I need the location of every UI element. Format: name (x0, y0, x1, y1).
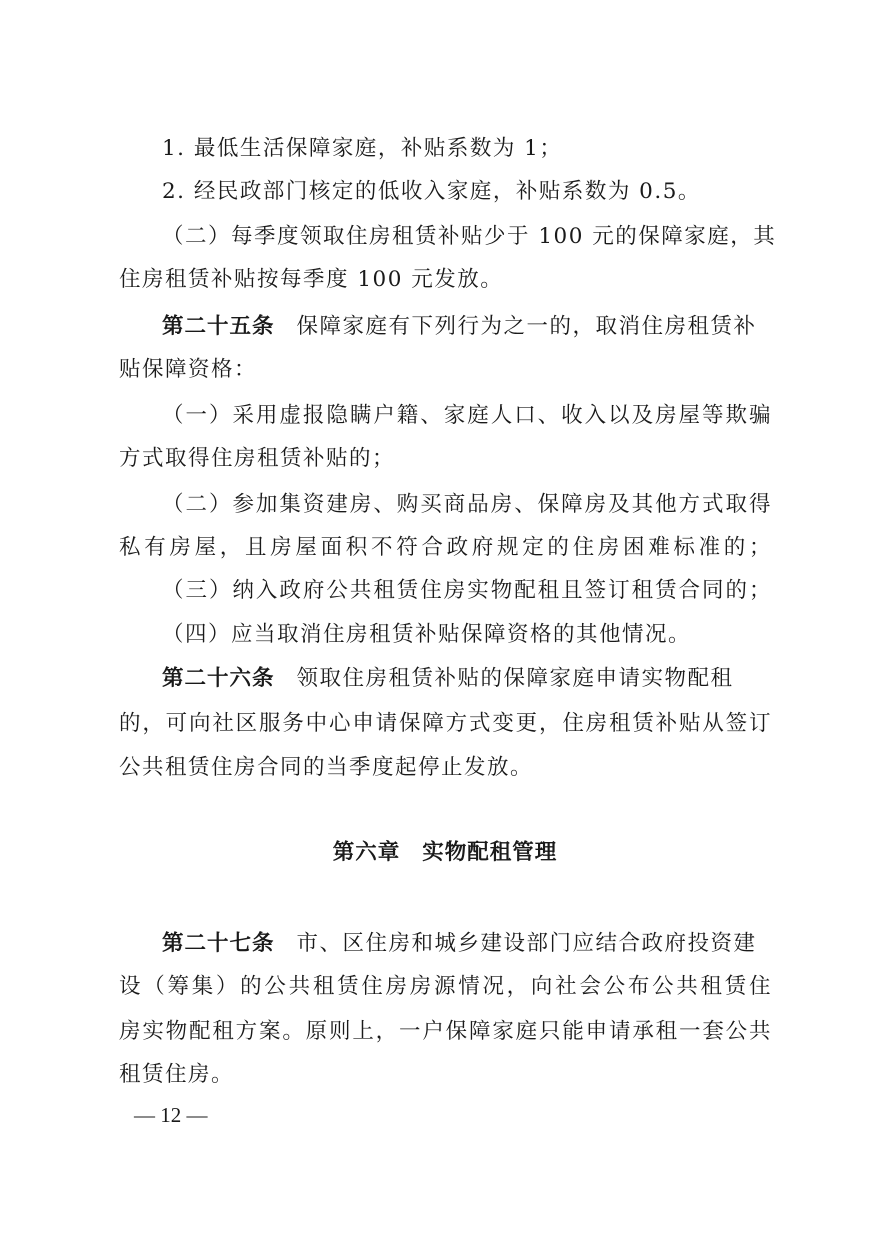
article-26-text: 领取住房租赁补贴的保障家庭申请实物配租 (296, 666, 734, 691)
chapter-title: 实物配租管理 (422, 840, 558, 865)
article-26-line-3: 公共租赁住房合同的当季度起停止发放。 (119, 755, 534, 780)
article-27-line-3: 房实物配租方案。原则上，一户保障家庭只能申请承租一套公共 (119, 1019, 772, 1044)
chapter-number: 第六章 (332, 840, 401, 865)
article-25-number: 第二十五条 (162, 314, 275, 339)
article-25-clause-2-line-1: （二）参加集资建房、购买商品房、保障房及其他方式取得 (162, 492, 772, 517)
article-26-number: 第二十六条 (162, 666, 275, 691)
article-25-clause-4: （四）应当取消住房租赁补贴保障资格的其他情况。 (162, 622, 692, 647)
article-27-line-2: 设（筹集）的公共租赁住房房源情况，向社会公布公共租赁住 (119, 974, 772, 999)
article-25-line-1 (162, 312, 772, 342)
article-27-number: 第二十七条 (162, 931, 275, 956)
article-25-clause-2-line-2: 私有房屋，且房屋面积不符合政府规定的住房困难标准的； (119, 535, 772, 560)
article-25-clause-1-line-1: （一）采用虚报隐瞒户籍、家庭人口、收入以及房屋等欺骗 (162, 403, 772, 428)
chapter-heading (0, 838, 890, 868)
article-25-clause-3: （三）纳入政府公共租赁住房实物配租且签订租赁合同的； (162, 578, 772, 603)
article-27-line-4: 租赁住房。 (119, 1062, 235, 1087)
page-number: — 12 — (134, 1103, 208, 1127)
clause-2-line-2: 住房租赁补贴按每季度 100 元发放。 (119, 267, 504, 292)
item-1: 1. 最低生活保障家庭，补贴系数为 1； (162, 136, 563, 161)
article-25-text: 保障家庭有下列行为之一的，取消住房租赁补 (296, 314, 757, 339)
article-27-line-1 (162, 929, 772, 959)
clause-2-line-1: （二）每季度领取住房租赁补贴少于 100 元的保障家庭，其 (162, 224, 777, 249)
article-25-clause-1-line-2: 方式取得住房租赁补贴的； (119, 446, 396, 471)
article-27-text: 市、区住房和城乡建设部门应结合政府投资建 (296, 931, 757, 956)
article-25-line-2: 贴保障资格： (119, 357, 258, 382)
article-26-line-2: 的，可向社区服务中心申请保障方式变更，住房租赁补贴从签订 (119, 711, 772, 736)
item-2: 2. 经民政部门核定的低收入家庭，补贴系数为 0.5。 (162, 179, 701, 204)
article-26-line-1 (162, 664, 772, 694)
